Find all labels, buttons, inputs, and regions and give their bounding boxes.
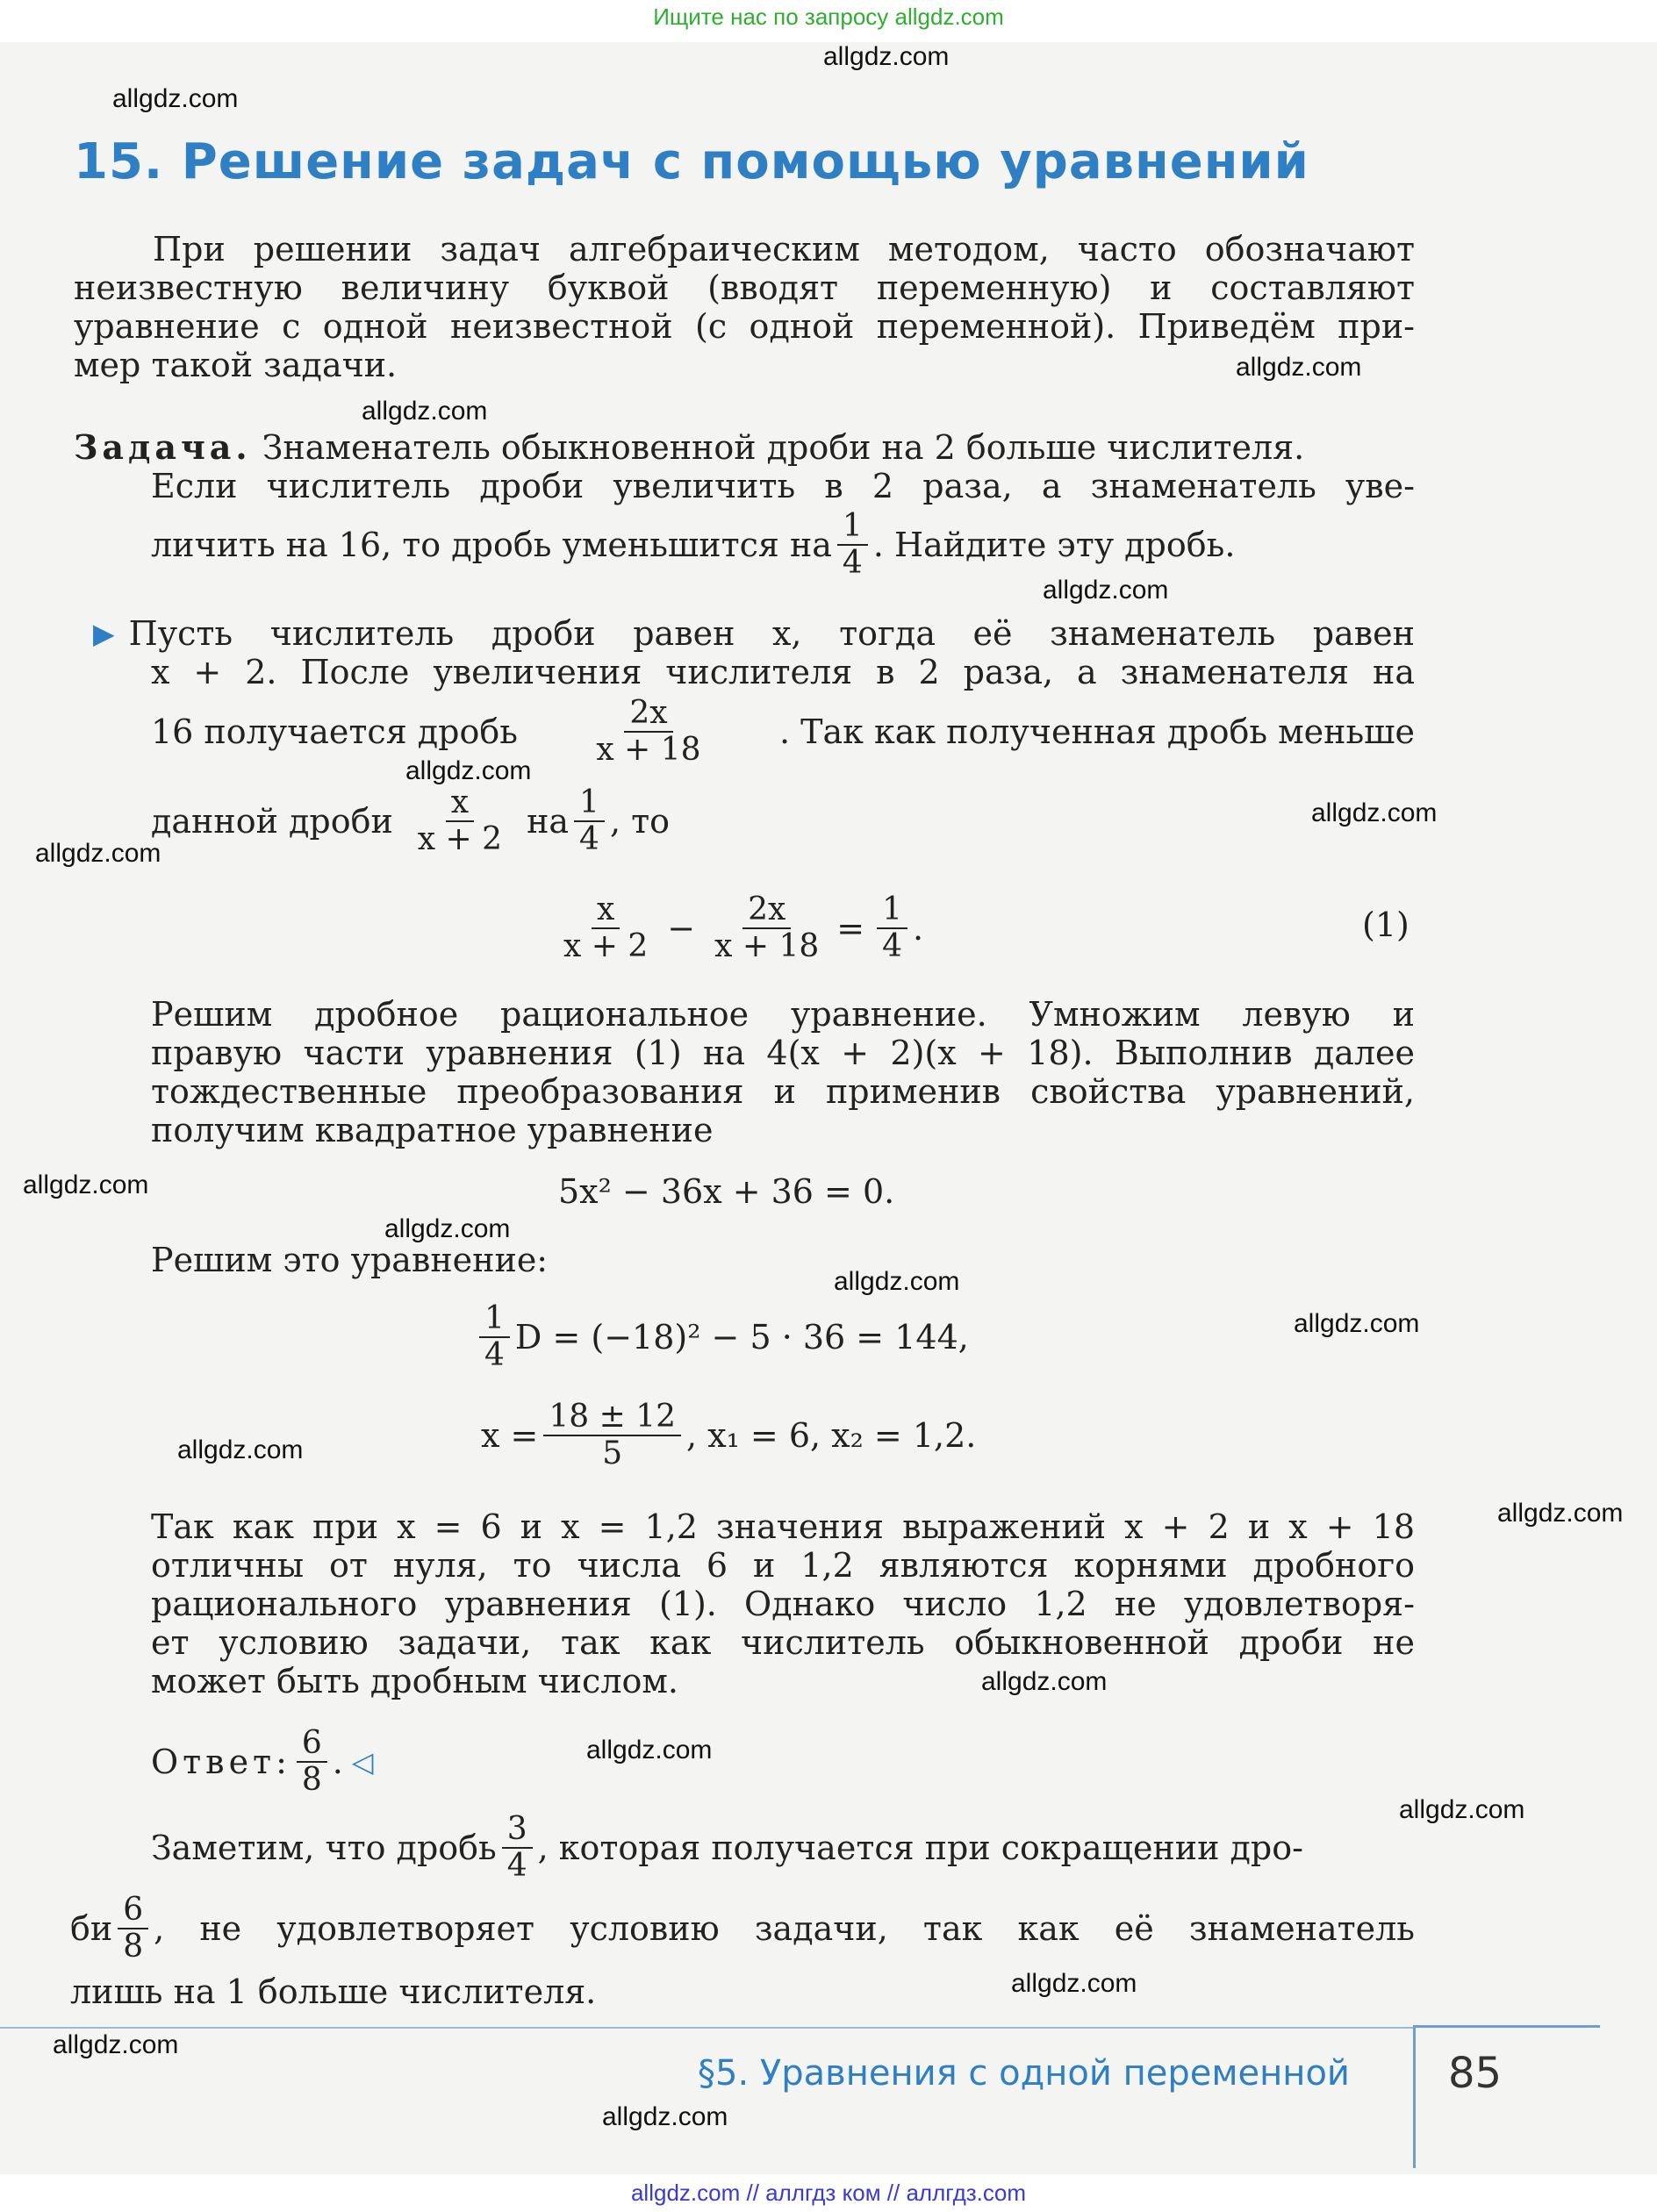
solution-end-icon: ◁ [351, 1745, 374, 1779]
note-line: Заметим, что дробь $\frac{3}{4}$ , которая получается при сокращении дро- [151, 1811, 1303, 1884]
fraction: $\frac{1}{4}$ [837, 509, 868, 581]
answer: Ответ: $\frac{6}{8}$ . ◁ [151, 1725, 374, 1798]
watermark: allgdz.com [405, 756, 532, 785]
top-banner[interactable]: Ищите нас по запросу allgdz.com [653, 4, 1004, 30]
intro-line: При решении задач алгебраическим методом, часто обозначают [153, 230, 1415, 268]
task-label: Задача. [74, 427, 252, 467]
fraction: $\frac{2x}{x + 18}$ [714, 891, 820, 964]
fraction: $\frac{1}{4}$ [877, 892, 907, 964]
solution-line: правую части уравнения (1) на 4(x + 2)(x + 18). Выполнив далее [151, 1034, 1415, 1072]
solution-start-icon: ▶ [93, 617, 115, 650]
watermark: allgdz.com [35, 839, 161, 868]
page-number-box [1413, 2025, 1600, 2168]
watermark: allgdz.com [23, 1170, 149, 1199]
watermark: allgdz.com [1294, 1309, 1420, 1338]
quadratic-equation: 5x² − 36x + 36 = 0. [558, 1172, 895, 1211]
solution-line: Так как при x = 6 и x = 1,2 значения выражений x + 2 и x + 18 [151, 1507, 1415, 1546]
watermark: allgdz.com [384, 1214, 511, 1243]
fraction: $\frac{18 \pm 12}{5}$ [543, 1400, 681, 1471]
fraction: $\frac{x}{x + 2}$ [417, 784, 503, 857]
intro-line: неизвестную величину буквой (вводят переменную) и составляют [74, 268, 1415, 307]
watermark: allgdz.com [177, 1435, 304, 1464]
solution-line: тождественные преобразования и применив свойства уравнений, [151, 1072, 1415, 1111]
intro-line: мер такой задачи. [74, 346, 398, 384]
solution-line: может быть дробным числом. [151, 1662, 678, 1700]
watermark: allgdz.com [1311, 798, 1438, 827]
task-line: личить на 16, то дробь уменьшится на $\frac{1}{4}$ . Найдите эту дробь. [151, 508, 1236, 581]
fraction: $\frac{6}{8}$ [118, 1893, 148, 1965]
solution-line: получим квадратное уравнение [151, 1111, 714, 1149]
fraction: $\frac{3}{4}$ [502, 1812, 533, 1884]
task-line: Если числитель дроби увеличить в 2 раза, а знаменатель уве- [151, 467, 1415, 505]
page-number: 85 [1448, 2049, 1503, 2098]
solution-line: ет условию задачи, так как числитель обыкновенной дроби не [151, 1623, 1415, 1662]
fraction: $\frac{1}{4}$ [479, 1301, 510, 1373]
watermark: allgdz.com [834, 1267, 960, 1296]
solution-line: x + 2. После увеличения числителя в 2 раза, а знаменателя на [151, 653, 1415, 691]
intro-line: уравнение с одной неизвестной (с одной переменной). Приведём при- [74, 307, 1415, 346]
roots: x = $\frac{18 \pm 12}{5}$ , x₁ = 6, x₂ = 1,2. [481, 1399, 977, 1471]
solution-line: Решим дробное рациональное уравнение. Умножим левую и [151, 995, 1415, 1034]
solution-line: данной дроби $\frac{x}{x + 2}$ на $\frac{1}{4}$ , то [151, 784, 671, 857]
watermark: allgdz.com [112, 84, 239, 113]
watermark: allgdz.com [53, 2030, 179, 2059]
fraction: $\frac{6}{8}$ [297, 1726, 327, 1798]
footer-divider [0, 2027, 1413, 2029]
section-title: 15. Решение задач с помощью уравнений [74, 133, 1309, 190]
watermark: allgdz.com [1236, 353, 1362, 382]
note-line: лишь на 1 больше числителя. [70, 1972, 597, 2011]
watermark: allgdz.com [823, 42, 950, 71]
fraction: $\frac{2x}{x + 18}$ [596, 695, 701, 768]
equation-1: $\frac{x}{x + 2}$ − $\frac{2x}{x + 18}$ = $\frac{1}{4}$ . [553, 884, 923, 972]
solution-line: Решим это уравнение: [151, 1241, 549, 1279]
fraction: $\frac{x}{x + 2}$ [563, 891, 649, 964]
watermark: allgdz.com [981, 1667, 1108, 1696]
bottom-links[interactable]: allgdz.com // аллгдз ком // аллгдз.com [630, 2180, 1027, 2206]
watermark: allgdz.com [1043, 576, 1169, 605]
watermark: allgdz.com [1011, 1969, 1137, 1998]
task-line: Задача. Знаменатель обыкновенной дроби на 2 больше числителя. [74, 427, 1305, 467]
discriminant: $\frac{1}{4}$ D = (−18)² − 5 · 36 = 144, [474, 1293, 969, 1381]
solution-line: 16 получается дробь $\frac{2x}{x + 18}$ . Так как полученная дробь меньше [151, 695, 1415, 768]
solution-line: рационального уравнения (1). Однако число 1,2 не удовлетворя- [151, 1585, 1415, 1623]
fraction: $\frac{1}{4}$ [574, 785, 605, 857]
chapter-footer: §5. Уравнения с одной переменной [698, 2053, 1350, 2094]
watermark: allgdz.com [602, 2102, 728, 2131]
answer-label: Ответ: [151, 1743, 291, 1781]
watermark: allgdz.com [1399, 1795, 1525, 1824]
watermark: allgdz.com [362, 397, 488, 426]
watermark: allgdz.com [1497, 1499, 1624, 1528]
watermark: allgdz.com [586, 1736, 713, 1765]
equation-number: (1) [1362, 906, 1410, 944]
note-line: би $\frac{6}{8}$ , не удовлетворяет условию задачи, так как её знаменатель [70, 1892, 1415, 1965]
solution-line: ▶ Пусть числитель дроби равен x, тогда её знаменатель равен [93, 614, 1415, 653]
solution-line: отличны от нуля, то числа 6 и 1,2 являются корнями дробного [151, 1546, 1415, 1585]
